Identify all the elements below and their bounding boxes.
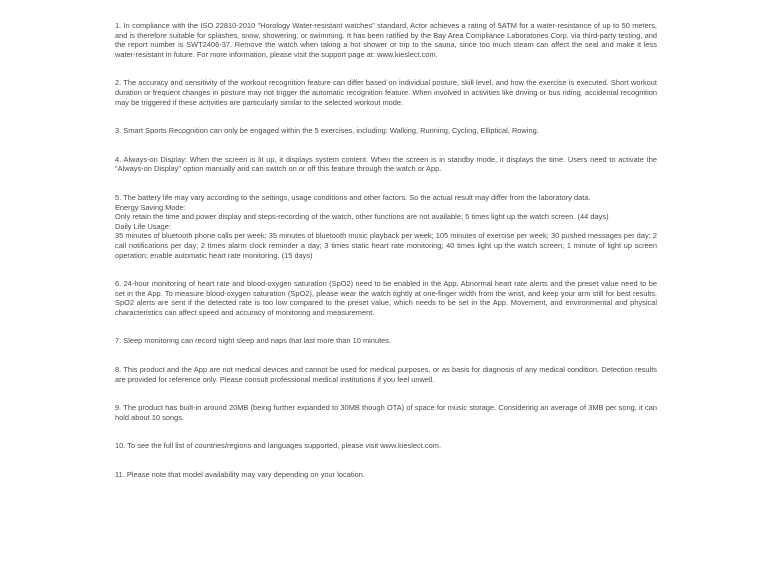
disclaimer-notes	[115, 21, 657, 480]
note-medical-disclaimer: 8. This product and the App are not medical devices and cannot be used for medical purposes, or as basis for diagnosis of any medical condition. Detection results are provided for reference only. Please consult professional medical institutions if you feel unwell.	[115, 365, 657, 384]
energy-saving-body: Only retain the time and power display and steps-recording of the watch, other functions are not available; 5 times light up the watch screen. (44 days)	[115, 212, 609, 222]
note-workout-recognition: 2. The accuracy and sensitivity of the workout recognition feature can differ based on individual posture, skill level, and how the exercise is executed. Short workout duration or frequent changes in posture may not trigger the automatic recognition feature. When involved in activities like driving or bus riding, accidental recognition may be triggered if these activities are particularly similar to the selected workout mode.	[115, 78, 657, 107]
note-water-resistance: 1. In compliance with the ISO 22810-2010 "Horology Water-resistant watches" standard, Actor achieves a rating of 5ATM for a water-resistance of up to 50 meters, and is therefore suitable for splashes, snow, showering, or swimming. It has been ratified by the Bay Area Compliance Laboratories Corp. via third-party testing, and the report number is SWT2406-37. Remove the watch when taking a hot shower or trip to the sauna, since too much steam can affect the seal and make it less water-resistant in future. For more information, please visit the support page at: www.kieslect.com.	[115, 21, 657, 59]
note-heart-rate-spo2: 6. 24-hour monitoring of heart rate and blood-oxygen saturation (SpO2) need to be enabled in the App. Abnormal heart rate alerts and the preset value need to be set in the App. To measure blood-oxygen saturation (SpO2), please wear the watch tightly at one-finger width from the wrist, and keep your arm still for best results. SpO2 alerts are sent if the detected rate is too low compared to the preset value, which needs to be set in the App. Movement, and environmental and physical characteristics can affect speed and accuracy of monitoring and measurement.	[115, 279, 657, 317]
note-battery-life: 5. The battery life may vary according to the settings, usage conditions and other factors. So the actual result may differ from the laboratory data.	[115, 192, 591, 202]
note-model-availability: 11. Please note that model availability may vary depending on your location.	[115, 470, 365, 480]
note-always-on-display: 4. Always-on Display: When the screen is lit up, it displays system content. When the screen is in standby mode, it displays the time. Users need to activate the "Always-on Display" option manually and can switch on or off this feature through the watch or App.	[115, 154, 657, 174]
note-sleep-monitoring: 7. Sleep monitoring can record night sleep and naps that last more than 10 minutes.	[115, 336, 392, 346]
note-smart-sports: 3. Smart Sports Recognition can only be engaged within the 5 exercises, including: Walking, Running, Cycling, Elliptical, Rowing.	[115, 126, 539, 136]
note-countries-languages: 10. To see the full list of countries/regions and languages supported, please visit www.kieslect.com.	[115, 441, 442, 451]
daily-usage-title: Daily Life Usage:	[115, 221, 171, 231]
note-music-storage: 9. The product has built-in around 20MB (being further expanded to 30MB though OTA) of space for music storage. Considering an average of 3MB per song, it can hold about 10 songs.	[115, 403, 657, 422]
daily-usage-body: 35 minutes of bluetooth phone calls per week; 35 minutes of bluetooth music playback per week; 105 minutes of exercise per week; 30 pushed messages per day; 2 call notifications per day; 2 times alarm clock reminder a day; 3 times static heart rate monitoring; 40 times light up the watch screen; 1 minute of light up screen operation; enable automatic heart rate monitoring. (15 days)	[115, 231, 657, 260]
energy-saving-title: Energy Saving Mode:	[115, 202, 186, 212]
